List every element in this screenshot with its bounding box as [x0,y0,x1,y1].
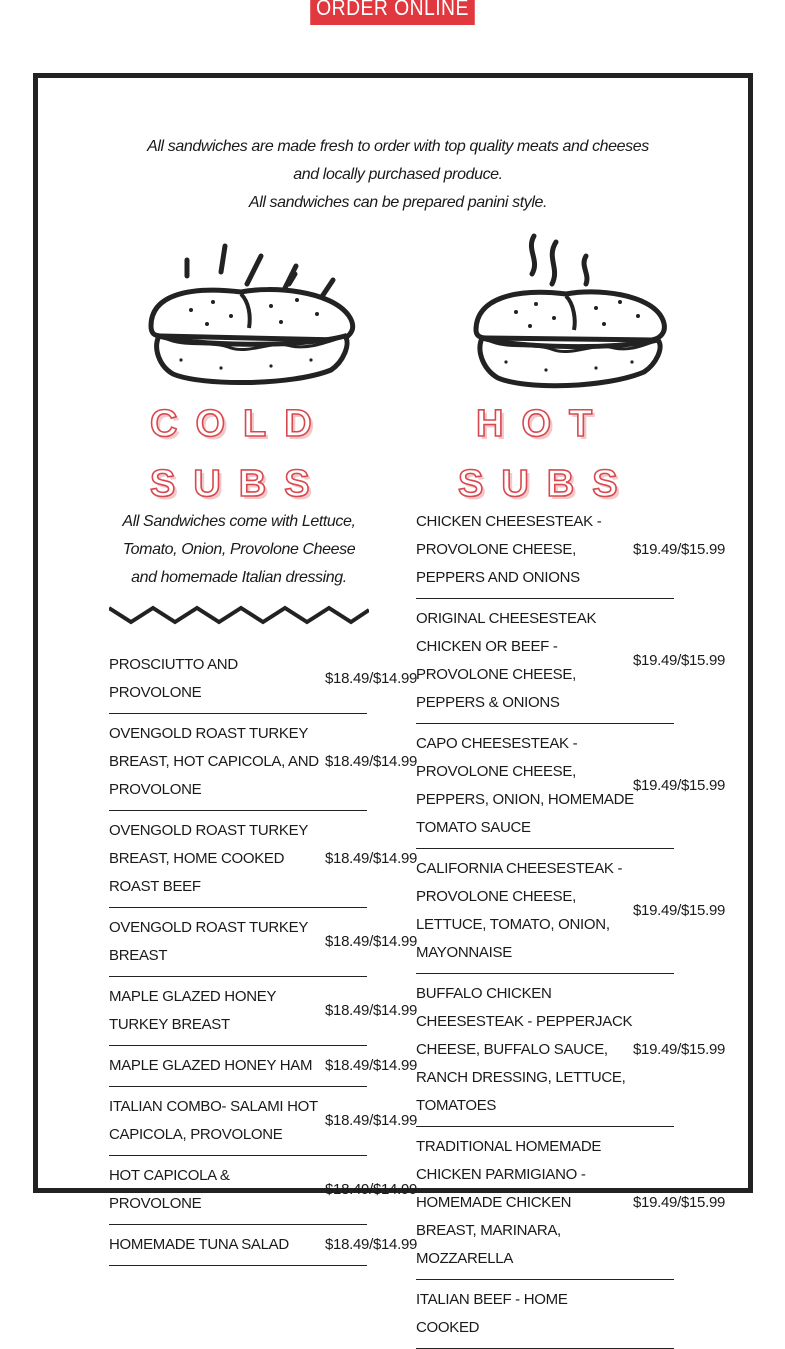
menu-item-name: OVENGOLD ROAST TURKEY BREAST [109,919,308,964]
menu-item[interactable] [109,1087,418,1156]
menu-item-name: MAPLE GLAZED HONEY HAM [109,1057,313,1074]
menu-item-price: $18.49/$14.99 [325,1236,418,1253]
menu-frame [33,73,753,1336]
order-online-button[interactable]: ORDER ONLINE [310,0,475,25]
menu-item[interactable] [416,508,726,599]
hot-heading-line-1: HOT [476,403,611,445]
menu-item[interactable] [109,648,418,714]
menu-item[interactable] [109,1046,418,1087]
menu-item-name: OVENGOLD ROAST TURKEY BREAST, HOME COOKED ROAST BEEF [109,822,308,895]
intro-line-1: All sandwiches are made fresh to order with top quality meats and cheeses and locally purchased produce. [147,138,649,183]
menu-item-price: $18.49/$14.99 [325,850,418,867]
cold-subs-list [109,648,418,1266]
menu-item[interactable] [109,1156,418,1225]
menu-item[interactable] [416,1280,674,1349]
menu-item-price: $18.49/$14.99 [325,753,418,770]
menu-item-price: $19.49/$15.99 [633,652,726,669]
menu-item[interactable] [109,1225,418,1266]
menu-item-name: CHICKEN CHEESESTEAK - PROVOLONE CHEESE, PEPPERS AND ONIONS [416,513,602,586]
menu-item-name: ITALIAN COMBO- SALAMI HOT CAPICOLA, PROVOLONE [109,1098,318,1143]
menu-item[interactable] [109,714,418,811]
menu-item-name: TRADITIONAL HOMEMADE CHICKEN PARMIGIANO - HOMEMADE CHICKEN BREAST, MARINARA, MOZZARELLA [416,1138,602,1267]
menu-item-name: ORIGINAL CHEESESTEAK CHICKEN OR BEEF - PROVOLONE CHEESE, PEPPERS & ONIONS [416,610,597,711]
menu-item-name: CALIFORNIA CHEESESTEAK - PROVOLONE CHEESE, LETTUCE, TOMATO, ONION, MAYONNAISE [416,860,623,961]
cold-sandwich-icon [121,236,361,396]
menu-item[interactable] [109,908,418,977]
menu-item-price: $18.49/$14.99 [325,1112,418,1129]
menu-item-price: $18.49/$14.99 [325,1002,418,1019]
menu-item-price: $18.49/$14.99 [325,1057,418,1074]
menu-item-price: $19.49/$15.99 [633,541,726,558]
menu-item-price: $18.49/$14.99 [325,1181,418,1198]
cold-heading-line-2: SUBS [150,463,328,505]
menu-item-price: $19.49/$15.99 [633,777,726,794]
cold-subs-heading [150,394,330,514]
menu-item-price: $18.49/$14.99 [325,933,418,950]
menu-item[interactable] [416,1127,726,1280]
menu-item-name: OVENGOLD ROAST TURKEY BREAST, HOT CAPICOLA, AND PROVOLONE [109,725,319,798]
menu-item-name: ITALIAN BEEF - HOME COOKED [416,1291,568,1336]
menu-item-price: $19.49/$15.99 [633,1041,726,1058]
hot-heading-line-2: SUBS [458,463,636,505]
menu-item-name: CAPO CHEESESTEAK - PROVOLONE CHEESE, PEPPERS, ONION, HOMEMADE TOMATO SAUCE [416,735,634,836]
hot-subs-heading [458,394,636,514]
menu-item[interactable] [416,599,726,724]
cold-subs-note: All Sandwiches come with Lettuce, Tomato, Onion, Provolone Cheese and homemade Italian dressing. [122,513,356,586]
menu-item[interactable] [416,974,726,1127]
menu-item-name: MAPLE GLAZED HONEY TURKEY BREAST [109,988,276,1033]
menu-intro [138,133,658,217]
menu-item-name: HOMEMADE TUNA SALAD [109,1236,289,1253]
menu-item[interactable] [109,811,418,908]
cold-heading-line-1: COLD [150,403,330,445]
menu-item-name: HOT CAPICOLA & PROVOLONE [109,1167,230,1212]
menu-item-name: BUFFALO CHICKEN CHEESESTEAK - PEPPERJACK CHEESE, BUFFALO SAUCE, RANCH DRESSING, LETTUCE, TOMATOES [416,985,633,1114]
menu-item-price: $18.49/$14.99 [325,670,418,687]
menu-item[interactable] [416,724,726,849]
zigzag-divider [109,604,369,628]
intro-line-2: All sandwiches can be prepared panini style. [248,194,548,211]
menu-item[interactable] [109,977,418,1046]
menu-item-price: $19.49/$15.99 [633,1194,726,1211]
hot-sandwich-icon [436,230,676,400]
menu-item[interactable] [416,849,726,974]
hot-subs-list [416,508,726,1349]
menu-item-price: $19.49/$15.99 [633,902,726,919]
menu-item-name: PROSCIUTTO AND PROVOLONE [109,656,238,701]
